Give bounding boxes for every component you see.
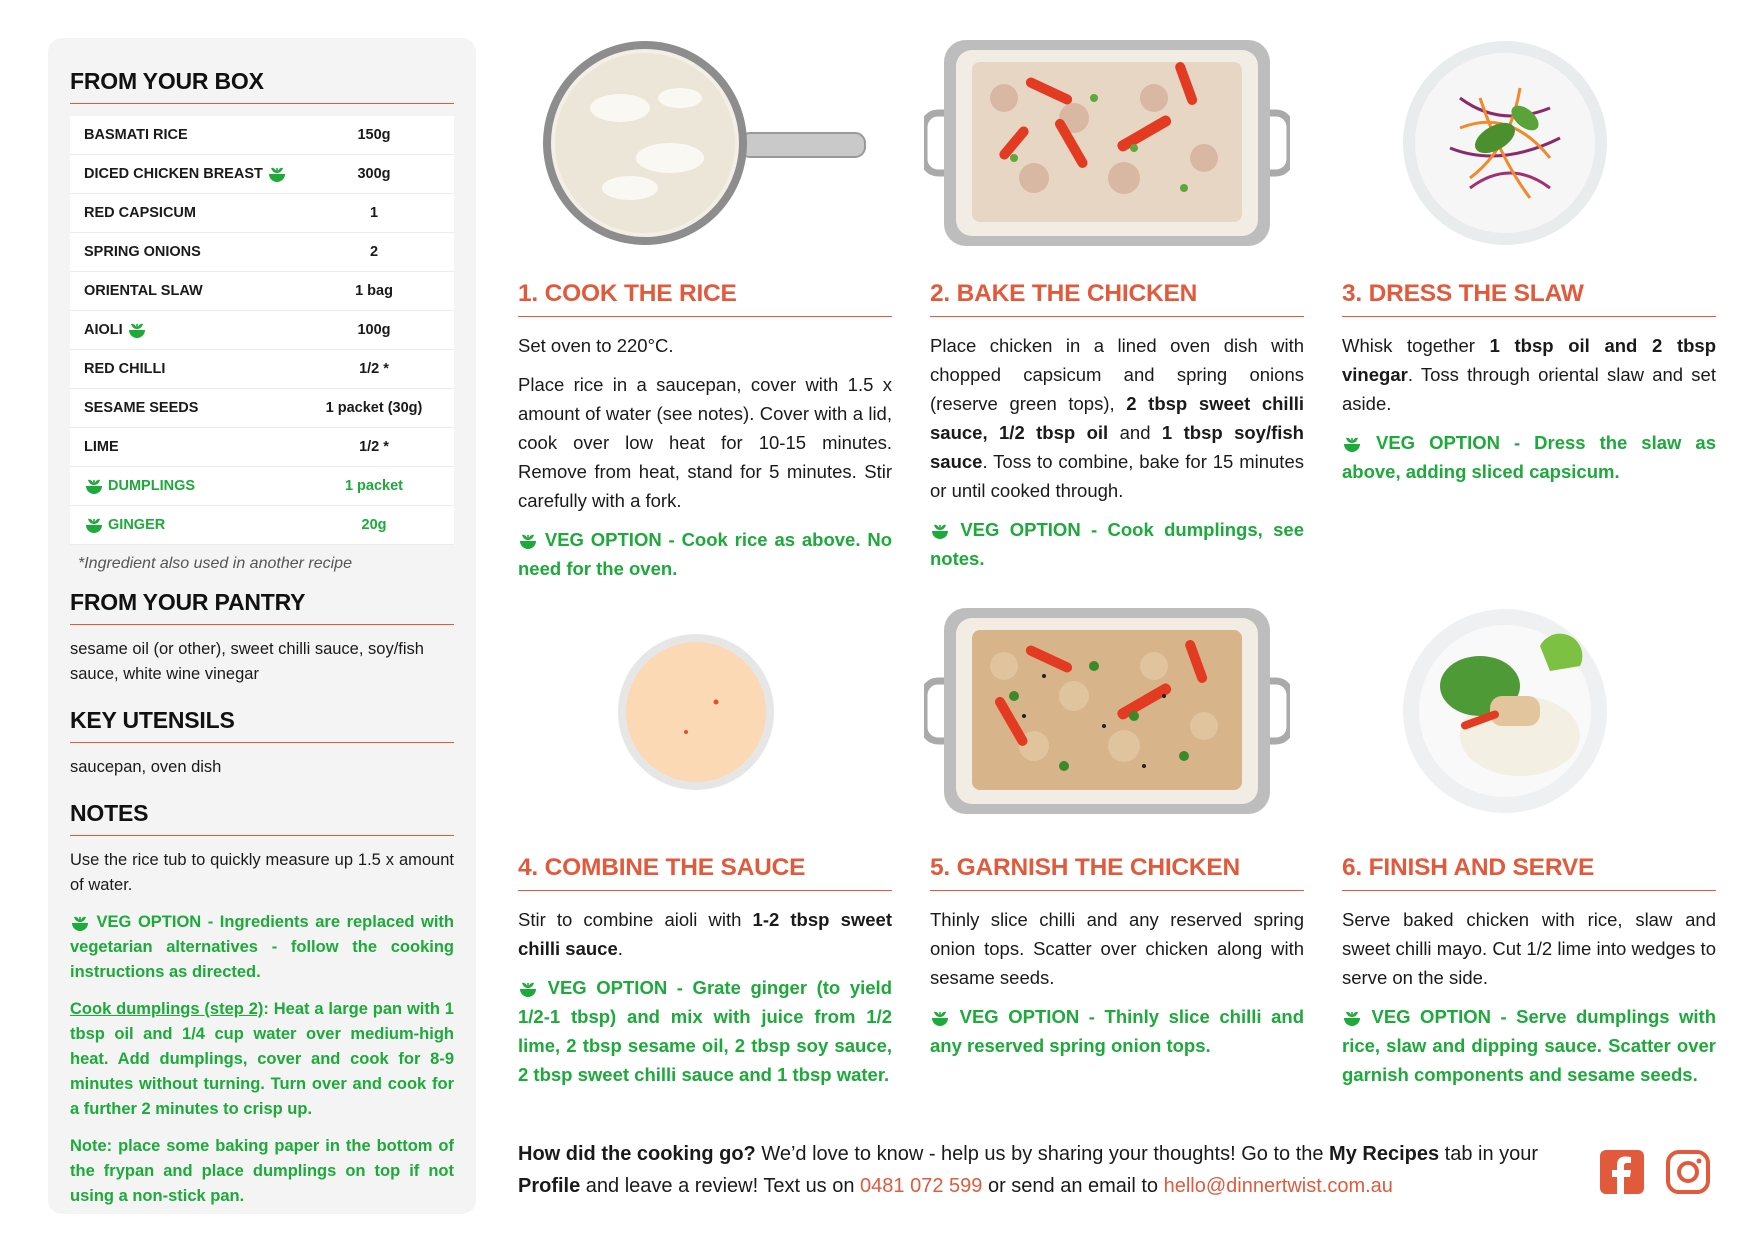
- phone-link[interactable]: 0481 072 599: [860, 1175, 983, 1197]
- ingredient-name-cell: [70, 155, 294, 194]
- notes-dumplings: [70, 997, 454, 1122]
- ingredient-row: [70, 389, 454, 428]
- step-4-text-c: .: [617, 938, 623, 959]
- ingredient-row: [70, 233, 454, 272]
- box-title: FROM YOUR BOX: [70, 68, 454, 104]
- veg-leaf-icon: [518, 980, 538, 998]
- notes-veg-option: [70, 910, 454, 985]
- veg-leaf-icon: [930, 1009, 950, 1027]
- step-2-text-d: 1 tbsp soy/fish sauce: [930, 422, 1304, 472]
- ingredient-row: [70, 116, 454, 155]
- ingredient-row: [70, 272, 454, 311]
- ingredients-table: [70, 116, 454, 545]
- ingredient-row: [70, 467, 454, 506]
- ingredient-row: [70, 428, 454, 467]
- step-4-title: 4. COMBINE THE SAUCE: [518, 854, 892, 891]
- step-1: [518, 280, 892, 593]
- pantry-title: FROM YOUR PANTRY: [70, 589, 454, 625]
- step-3-veg: [1342, 428, 1716, 486]
- step-5: [930, 854, 1304, 1070]
- step-2-text-e: . Toss to combine, bake for 15 minutes or until cooked through.: [930, 451, 1304, 501]
- footer-text-3: and leave a review! Text us on: [580, 1175, 861, 1197]
- ingredient-name: LIME: [84, 439, 119, 455]
- ingredient-name: SPRING ONIONS: [84, 244, 201, 260]
- step-1-veg: [518, 525, 892, 583]
- step-4: [518, 854, 892, 1099]
- ingredient-name-cell: [70, 350, 294, 389]
- feedback-footer: [518, 1138, 1578, 1202]
- step-5-veg-text: VEG OPTION - Thinly slice chilli and any reserved spring onion tops.: [930, 1006, 1304, 1056]
- ingredient-qty: 1 packet (30g): [294, 389, 454, 428]
- step-1-text-a: Set oven to 220°C.: [518, 335, 674, 356]
- step-3-image: [1400, 38, 1610, 248]
- veg-leaf-icon: [1342, 435, 1362, 453]
- ingredient-name-cell: [70, 194, 294, 233]
- ingredient-qty: 150g: [294, 116, 454, 155]
- step-2: [930, 280, 1304, 583]
- my-recipes-link[interactable]: My Recipes: [1329, 1143, 1440, 1165]
- ingredient-name-cell: [70, 467, 294, 506]
- profile-link[interactable]: Profile: [518, 1175, 581, 1197]
- ingredient-name: SESAME SEEDS: [84, 400, 199, 416]
- footer-text-4: or send an email to: [982, 1175, 1164, 1197]
- step-4-text-b: 1-2 tbsp sweet chilli sauce: [518, 909, 892, 959]
- step-2-veg: [930, 515, 1304, 573]
- step-2-image: [924, 38, 1290, 248]
- facebook-icon[interactable]: [1600, 1150, 1644, 1194]
- notes-title: NOTES: [70, 800, 454, 836]
- ingredient-name: ORIENTAL SLAW: [84, 283, 203, 299]
- step-2-text-c: and: [1108, 422, 1162, 443]
- step-2-text: [930, 331, 1304, 505]
- step-5-title: 5. GARNISH THE CHICKEN: [930, 854, 1304, 891]
- step-3-title: 3. DRESS THE SLAW: [1342, 280, 1716, 317]
- step-2-text-a: Place chicken in a lined oven dish with chopped capsicum and spring onions (reserve green tops),: [930, 335, 1304, 414]
- veg-leaf-icon: [84, 516, 104, 534]
- ingredient-name: DUMPLINGS: [108, 477, 196, 494]
- step-2-veg-text: VEG OPTION - Cook dumplings, see notes.: [930, 519, 1304, 569]
- step-3-text-b: 1 tbsp oil and 2 tbsp vinegar: [1342, 335, 1716, 385]
- step-6-image: [1400, 606, 1610, 816]
- step-4-image: [616, 632, 776, 792]
- veg-leaf-icon: [518, 532, 538, 550]
- step-2-title: 2. BAKE THE CHICKEN: [930, 280, 1304, 317]
- step-6-text: Serve baked chicken with rice, slaw and sweet chilli mayo. Cut 1/2 lime into wedges to serve on the side.: [1342, 909, 1716, 988]
- ingredients-sidebar: [48, 38, 476, 1214]
- ingredient-qty: 1: [294, 194, 454, 233]
- step-4-veg-text: VEG OPTION - Grate ginger (to yield 1/2-1 tbsp) and mix with juice from 1/2 lime, 2 tbsp sesame oil, 2 tbsp soy sauce, 2 tbsp sweet chilli sauce and 1 tbsp water.: [518, 977, 892, 1085]
- ingredient-row: [70, 350, 454, 389]
- notes-veg-text: VEG OPTION - Ingredients are replaced with vegetarian alternatives - follow the cooking instructions as directed.: [70, 913, 454, 981]
- email-link[interactable]: hello@dinnertwist.com.au: [1163, 1175, 1393, 1197]
- utensils-text: saucepan, oven dish: [70, 758, 222, 776]
- veg-leaf-icon: [127, 321, 147, 339]
- ingredient-qty: 300g: [294, 155, 454, 194]
- veg-leaf-icon: [70, 914, 90, 932]
- dumplings-label: Cook dumplings (step 2): [70, 1000, 264, 1018]
- ingredient-row: [70, 155, 454, 194]
- step-5-veg: [930, 1002, 1304, 1060]
- step-6-veg: [1342, 1002, 1716, 1089]
- veg-leaf-icon: [267, 165, 287, 183]
- step-6: [1342, 854, 1716, 1099]
- notes-paper: Note: place some baking paper in the bottom of the frypan and place dumplings on top if not using a non-stick pan.: [70, 1137, 454, 1205]
- step-1-veg-text: VEG OPTION - Cook rice as above. No need for the oven.: [518, 529, 892, 579]
- ingredient-name-cell: [70, 233, 294, 272]
- ingredient-name-cell: [70, 272, 294, 311]
- ingredient-qty: 2: [294, 233, 454, 272]
- ingredient-name-cell: [70, 311, 294, 350]
- step-1-image: [540, 38, 870, 248]
- step-5-text: Thinly slice chilli and any reserved spring onion tops. Scatter over chicken along with sesame seeds.: [930, 909, 1304, 988]
- footer-text-2: tab in your: [1439, 1143, 1539, 1165]
- dumplings-text: : Heat a large pan with 1 tbsp oil and 1/4 cup water over medium-high heat. Add dumplings, cover and cook for 8-9 minutes without turning. Turn over and cook for a further 2 minutes to crisp up.: [70, 1000, 454, 1118]
- veg-leaf-icon: [1342, 1009, 1362, 1027]
- ingredient-row: [70, 194, 454, 233]
- ingredient-name-cell: [70, 506, 294, 545]
- step-1-text-b: Place rice in a saucepan, cover with 1.5 x amount of water (see notes). Cover with a lid, cook over low heat for 10-15 minutes. Remove from heat, stand for 5 minutes. Stir carefully with a fork.: [518, 374, 892, 511]
- ingredient-qty: 1 packet: [294, 467, 454, 506]
- ingredient-name: GINGER: [108, 516, 166, 533]
- ingredient-name: AIOLI: [84, 321, 123, 338]
- ingredient-name: RED CHILLI: [84, 361, 166, 377]
- ingredient-name: RED CAPSICUM: [84, 205, 196, 221]
- ingredient-qty: 1/2 *: [294, 428, 454, 467]
- step-3-veg-text: VEG OPTION - Dress the slaw as above, adding sliced capsicum.: [1342, 432, 1716, 482]
- ingredient-qty: 1 bag: [294, 272, 454, 311]
- step-1-title: 1. COOK THE RICE: [518, 280, 892, 317]
- ingredient-name: BASMATI RICE: [84, 127, 188, 143]
- step-2-text-b: 2 tbsp sweet chilli sauce, 1/2 tbsp oil: [930, 393, 1304, 443]
- ingredient-name-cell: [70, 116, 294, 155]
- footer-question: How did the cooking go?: [518, 1143, 756, 1165]
- ingredient-name-cell: [70, 428, 294, 467]
- instagram-icon[interactable]: [1666, 1150, 1710, 1194]
- step-3-text-a: Whisk together: [1342, 335, 1490, 356]
- notes-text: Use the rice tub to quickly measure up 1.5 x amount of water.: [70, 851, 454, 894]
- ingredient-footnote: *Ingredient also used in another recipe: [78, 555, 352, 572]
- veg-leaf-icon: [930, 522, 950, 540]
- step-4-text-a: Stir to combine aioli with: [518, 909, 753, 930]
- ingredient-name-cell: [70, 389, 294, 428]
- utensils-title: KEY UTENSILS: [70, 707, 454, 743]
- ingredient-qty: 20g: [294, 506, 454, 545]
- step-3: [1342, 280, 1716, 496]
- footer-text-1: We’d love to know - help us by sharing your thoughts! Go to the: [755, 1143, 1330, 1165]
- step-6-title: 6. FINISH AND SERVE: [1342, 854, 1716, 891]
- step-3-text-c: . Toss through oriental slaw and set aside.: [1342, 364, 1716, 414]
- ingredient-row: [70, 506, 454, 545]
- step-4-veg: [518, 973, 892, 1089]
- pantry-text: sesame oil (or other), sweet chilli sauce, soy/fish sauce, white wine vinegar: [70, 640, 424, 683]
- ingredient-qty: 100g: [294, 311, 454, 350]
- ingredient-name: DICED CHICKEN BREAST: [84, 165, 263, 182]
- ingredient-row: [70, 311, 454, 350]
- step-3-text: [1342, 331, 1716, 418]
- step-5-image: [924, 606, 1290, 816]
- ingredient-qty: 1/2 *: [294, 350, 454, 389]
- step-6-veg-text: VEG OPTION - Serve dumplings with rice, slaw and dipping sauce. Scatter over garnish components and sesame seeds.: [1342, 1006, 1717, 1085]
- veg-leaf-icon: [84, 477, 104, 495]
- step-4-text: [518, 905, 892, 963]
